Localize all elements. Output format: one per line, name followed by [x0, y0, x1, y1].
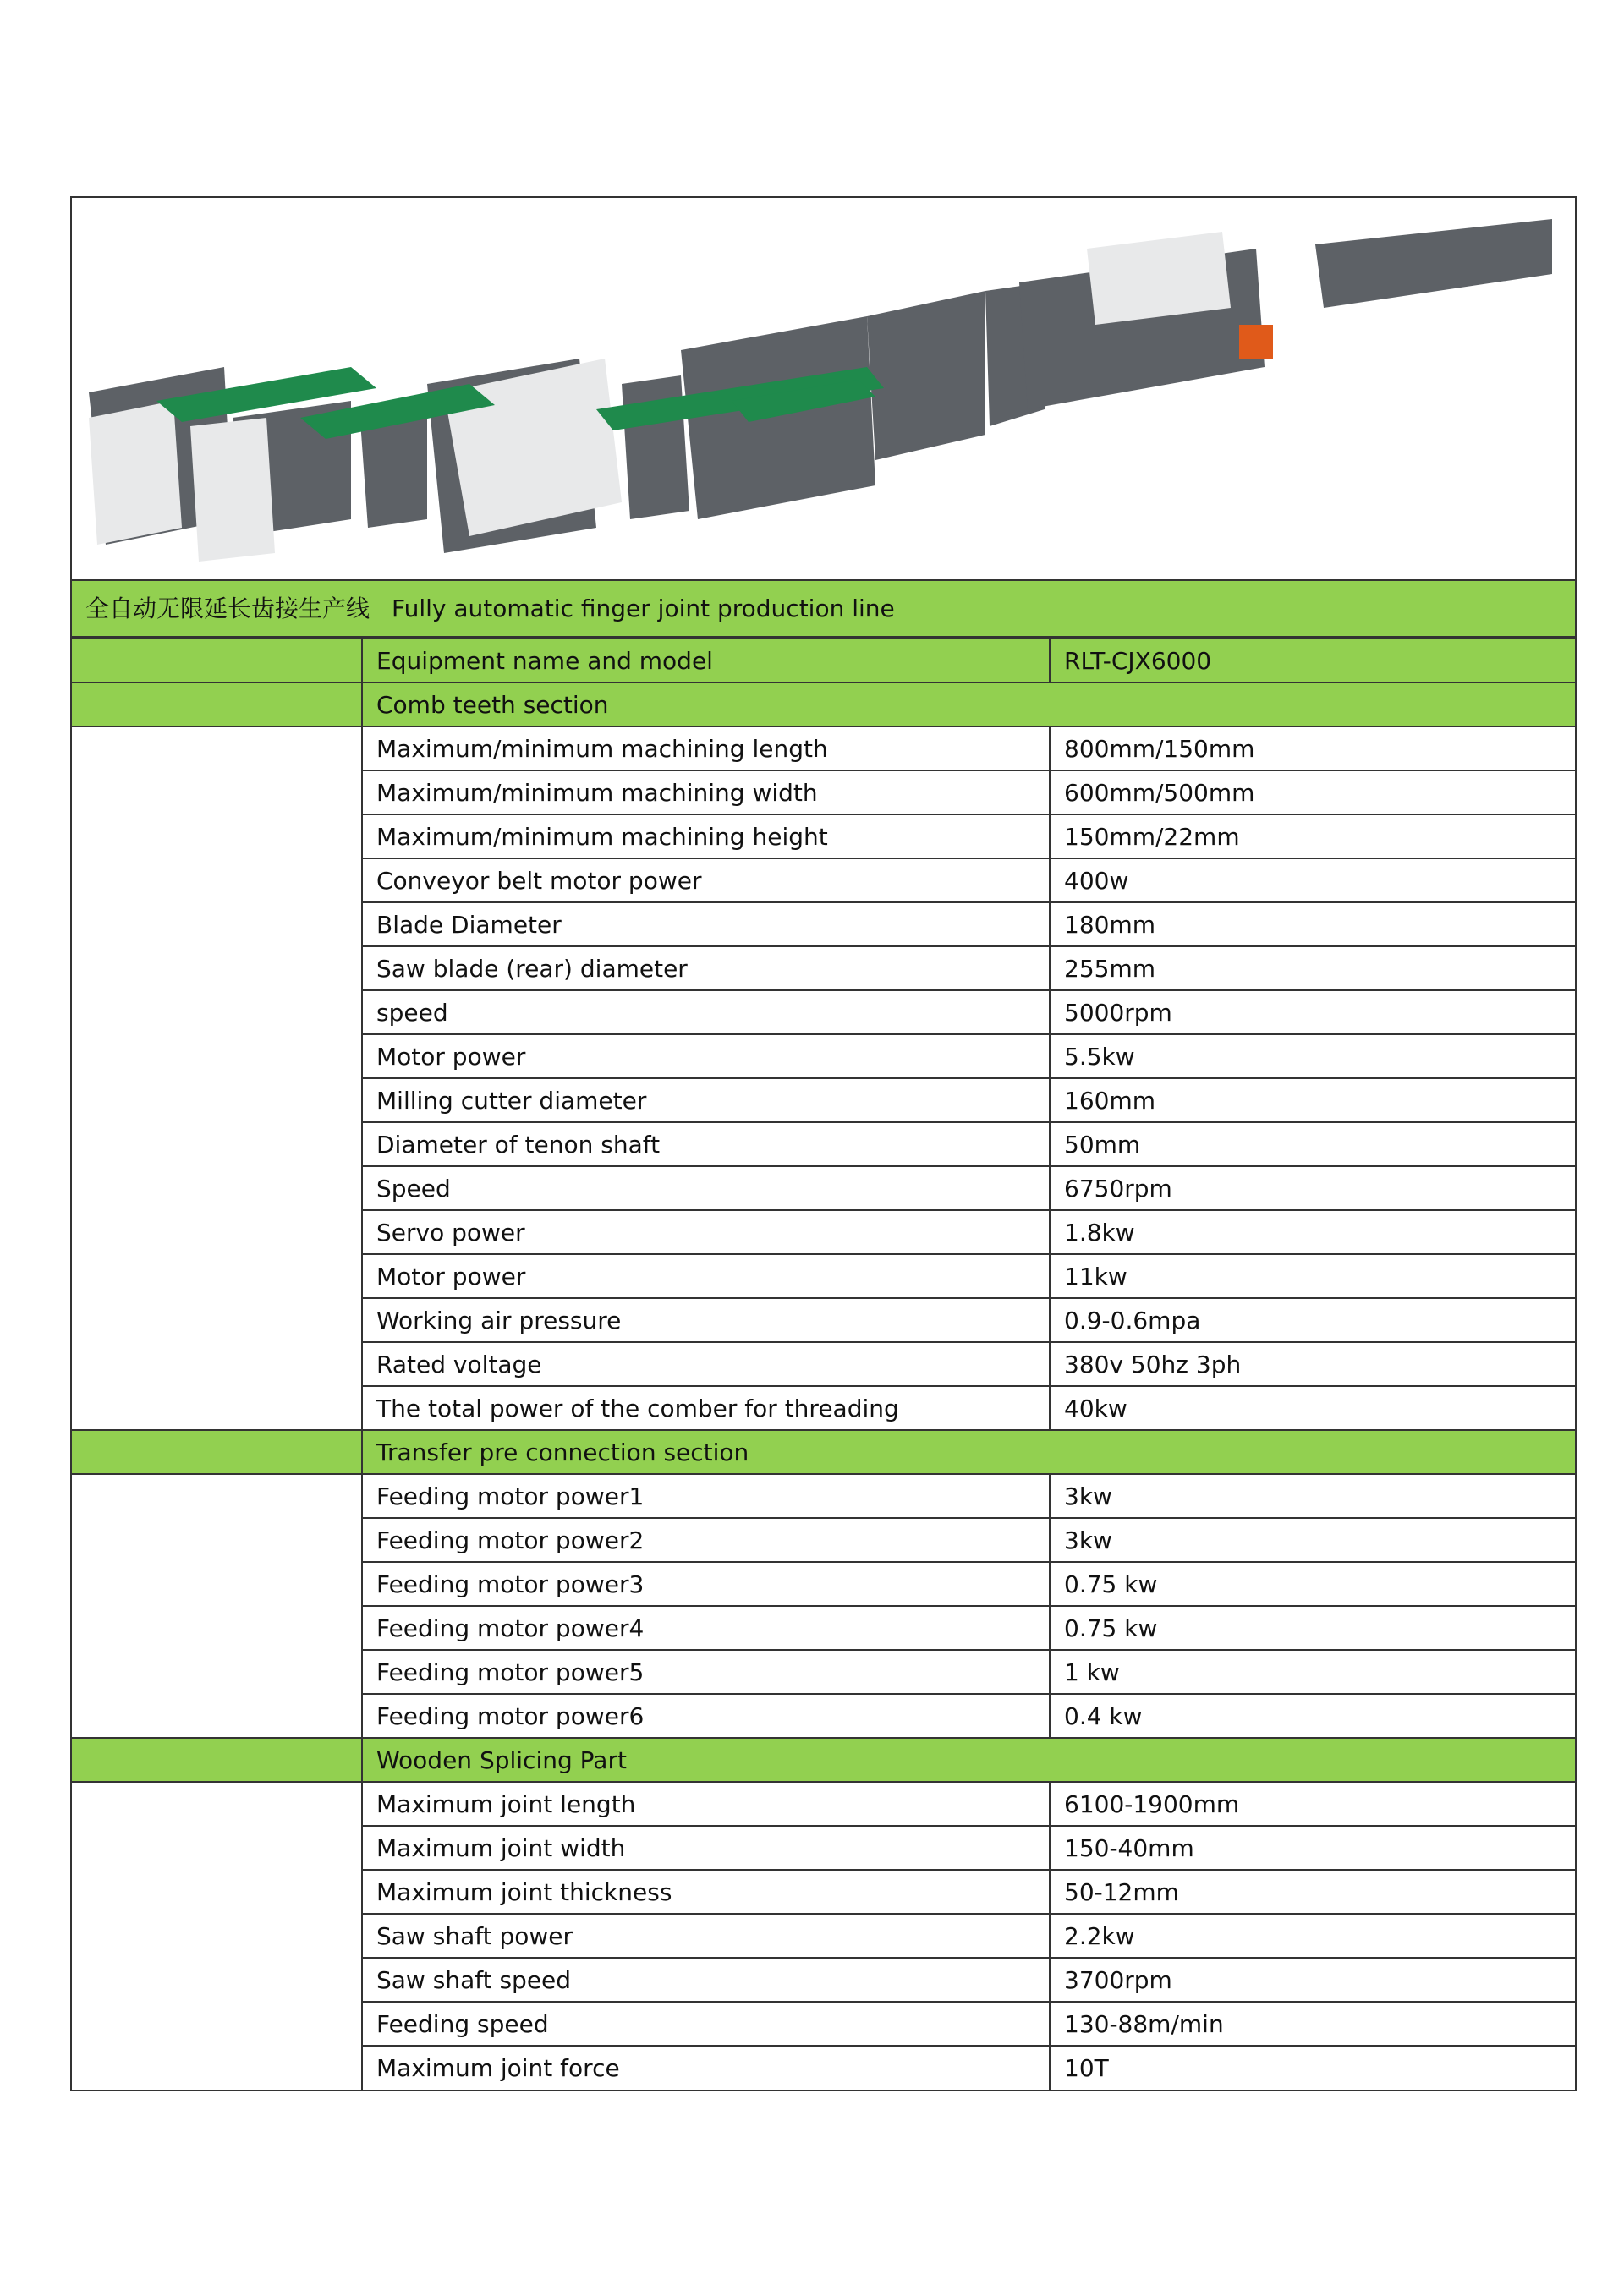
param-value: 3kw: [1050, 1518, 1575, 1562]
param-value: 1 kw: [1050, 1650, 1575, 1694]
param-name: Rated voltage: [362, 1342, 1050, 1386]
equipment-label: Equipment name and model: [362, 638, 1050, 682]
param-name: Feeding speed: [362, 2002, 1050, 2046]
param-value: 1.8kw: [1050, 1210, 1575, 1254]
param-name: Saw blade (rear) diameter: [362, 946, 1050, 990]
param-name: Maximum joint length: [362, 1782, 1050, 1826]
blank-cell: [72, 1782, 362, 2090]
param-name: Feeding motor power2: [362, 1518, 1050, 1562]
param-name: Maximum/minimum machining height: [362, 814, 1050, 858]
param-value: 50-12mm: [1050, 1870, 1575, 1914]
table-row: [72, 726, 1575, 770]
param-value: 130-88m/min: [1050, 2002, 1575, 2046]
param-value: 150-40mm: [1050, 1826, 1575, 1870]
table-row: [72, 1782, 1575, 1826]
blank-cell: [72, 726, 362, 1430]
param-value: 3700rpm: [1050, 1958, 1575, 2002]
param-value: 600mm/500mm: [1050, 770, 1575, 814]
param-name: Servo power: [362, 1210, 1050, 1254]
spec-table: [72, 638, 1575, 2090]
section-title: Comb teeth section: [362, 682, 1575, 726]
param-value: 11kw: [1050, 1254, 1575, 1298]
param-name: Diameter of tenon shaft: [362, 1122, 1050, 1166]
param-name: Milling cutter diameter: [362, 1078, 1050, 1122]
param-value: 255mm: [1050, 946, 1575, 990]
blank-cell: [72, 1474, 362, 1738]
param-value: 0.75 kw: [1050, 1606, 1575, 1650]
title-en: Fully automatic finger joint production line: [392, 595, 895, 622]
production-line-photo: [72, 198, 1575, 581]
param-name: speed: [362, 990, 1050, 1034]
param-name: Saw shaft power: [362, 1914, 1050, 1958]
param-name: Conveyor belt motor power: [362, 858, 1050, 902]
param-value: 160mm: [1050, 1078, 1575, 1122]
param-value: 0.9-0.6mpa: [1050, 1298, 1575, 1342]
param-value: 5000rpm: [1050, 990, 1575, 1034]
param-name: Maximum joint force: [362, 2046, 1050, 2090]
section-title: Wooden Splicing Part: [362, 1738, 1575, 1782]
param-name: Blade Diameter: [362, 902, 1050, 946]
param-name: Working air pressure: [362, 1298, 1050, 1342]
param-value: 150mm/22mm: [1050, 814, 1575, 858]
param-value: 6100-1900mm: [1050, 1782, 1575, 1826]
param-value: 400w: [1050, 858, 1575, 902]
param-name: Feeding motor power5: [362, 1650, 1050, 1694]
table-row: [72, 1474, 1575, 1518]
equipment-row: [72, 638, 1575, 682]
param-value: 40kw: [1050, 1386, 1575, 1430]
param-value: 50mm: [1050, 1122, 1575, 1166]
param-value: 180mm: [1050, 902, 1575, 946]
param-name: Motor power: [362, 1034, 1050, 1078]
param-name: Maximum joint width: [362, 1826, 1050, 1870]
param-value: 10T: [1050, 2046, 1575, 2090]
param-name: Maximum joint thickness: [362, 1870, 1050, 1914]
param-value: 3kw: [1050, 1474, 1575, 1518]
param-value: 6750rpm: [1050, 1166, 1575, 1210]
param-name: The total power of the comber for threading: [362, 1386, 1050, 1430]
title-row: [72, 581, 1575, 638]
param-value: 5.5kw: [1050, 1034, 1575, 1078]
param-name: Maximum/minimum machining length: [362, 726, 1050, 770]
section-header: [72, 1738, 1575, 1782]
title-cn: 全自动无限延长齿接生产线: [85, 595, 370, 622]
equipment-value: RLT-CJX6000: [1050, 638, 1575, 682]
param-value: 380v 50hz 3ph: [1050, 1342, 1575, 1386]
param-name: Saw shaft speed: [362, 1958, 1050, 2002]
param-value: 0.4 kw: [1050, 1694, 1575, 1738]
param-value: 800mm/150mm: [1050, 726, 1575, 770]
param-name: Feeding motor power3: [362, 1562, 1050, 1606]
param-name: Feeding motor power1: [362, 1474, 1050, 1518]
param-value: 0.75 kw: [1050, 1562, 1575, 1606]
section-title: Transfer pre connection section: [362, 1430, 1575, 1474]
section-header: [72, 682, 1575, 726]
param-name: Maximum/minimum machining width: [362, 770, 1050, 814]
section-header: [72, 1430, 1575, 1474]
param-name: Feeding motor power4: [362, 1606, 1050, 1650]
param-value: 2.2kw: [1050, 1914, 1575, 1958]
spec-sheet: [70, 196, 1577, 2091]
param-name: Speed: [362, 1166, 1050, 1210]
param-name: Motor power: [362, 1254, 1050, 1298]
param-name: Feeding motor power6: [362, 1694, 1050, 1738]
